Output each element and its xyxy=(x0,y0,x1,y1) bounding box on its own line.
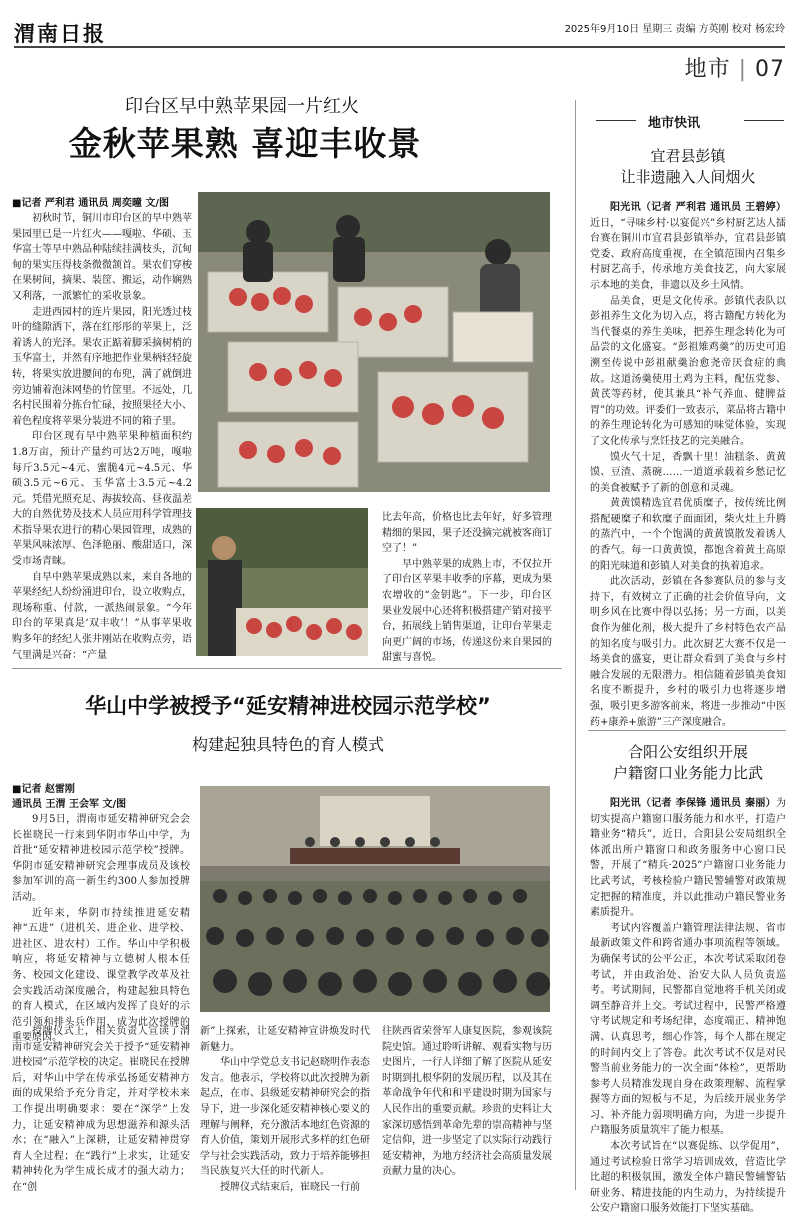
article1-byline: ■记者 严利君 通讯员 周奕曈 文/图 xyxy=(12,198,170,209)
section-name: 地市 xyxy=(684,57,731,82)
sidebar-divider xyxy=(588,730,786,731)
farmer-photo xyxy=(196,508,368,656)
paragraph: 馍火气十足，香飘十里！油糕条、黄黄馍、豆渣、蒸碗……一道道承载着乡愁记忆的美食被赋予了新的创意和灵魂。 xyxy=(590,451,786,494)
quick-news-label: 地市快讯 xyxy=(648,116,701,131)
masthead xyxy=(14,18,785,82)
page-label: 地市 | 07 xyxy=(684,57,785,82)
paragraph-text: 近日，“寻味乡村·以宴促兴”乡村厨艺达人擂台赛在铜川市宜君县彭镇举办，宜君县彭镇党委、政府高度重视，在全镇范围内召集乡村厨艺高手，传承地方美食技艺，向大家展示本地的美食，非遗以及乡土风情。 xyxy=(590,217,786,291)
item-byline: 阳光讯（记者 严利君 通讯员 王碧婷） xyxy=(610,202,786,213)
paragraph: 品美食，更是文化传承。彭镇代表队以彭祖养生文化为切入点，将古籍配方转化为当代餐桌的养生美味，把养生理念转化为可品尝的文化盛宴。“彭祖雉鸡羹”的历史可追溯至传说中彭祖献羹治愈尧帝厌食症的典故。这道汤羹使用土鸡为主料，配伍党参、黄芪等药材，使其兼具“补气养血、健脾益胃”的功效。评委们一致表示，菜品将古籍中的养生理论转化为可感知的味觉体验，实现了文化传承与烹饪技艺的完美融合。 xyxy=(590,295,786,447)
article2-col2 xyxy=(200,1024,370,1196)
article1-left-body xyxy=(12,211,192,663)
apple-sorting-image xyxy=(198,192,550,492)
paragraph: 比去年高，价格也比去年好，好多管理精细的果园，果子还没摘完就被客商订空了！” xyxy=(382,512,552,555)
issue-meta: 2025年9月10日 星期三 责编 方英刚 校对 杨宏玲 xyxy=(564,24,785,35)
quick-item1-title xyxy=(590,146,786,188)
quick-news-header xyxy=(596,108,784,134)
header-line-left xyxy=(596,120,636,121)
farmer-image xyxy=(196,508,368,656)
paragraph: 华山中学党总支书记赵晓明作表态发言。他表示，学校将以此次授牌为新起点，在市、县级延安精神研究会的指导下，进一步深化延安精神核心要义的理解与阐释，充分激活本地红色资源的育人价值，策划开展形式多样的红色研学与社会实践活动，致力于培养能够担当民族复兴大任的时代新人。 xyxy=(200,1057,370,1178)
apple-sorting-photo xyxy=(198,192,550,492)
column-divider xyxy=(575,100,576,1190)
title-line: 宜君县彭镇 xyxy=(650,147,726,165)
article2-headline: 华山中学被授予“延安精神进校园示范学校” xyxy=(85,694,491,718)
ceremony-photo xyxy=(200,786,550,1012)
article2-col3 xyxy=(382,1024,552,1180)
article1-kicker: 印台区早中熟苹果园一片红火 xyxy=(125,96,359,117)
article2-col1-bottom xyxy=(12,1024,190,1196)
masthead-rule xyxy=(14,46,785,48)
quick-item2-body xyxy=(590,796,786,1217)
quick-item1-body xyxy=(590,200,786,730)
paragraph: 初秋时节，铜川市印台区的早中熟苹果园里已是一片红火——嘎啦、华硕、玉华富士等早中熟品种陆续挂满枝头，沉甸甸的果实压得枝条微微颔首。果农们穿梭在果树间，摘果、装筐、搬运，动作娴熟又利落，一派繁忙的采收景象。 xyxy=(12,213,192,302)
paragraph: 考试内容覆盖户籍管理法律法规、省市最新政策文件和跨省通办事项流程等领域。为确保考试的公平公正，本次考试采取闭卷考试，并由政治处、治安大队人员负责巡考。考试期间，民警都自觉地将手机关闭或调至静音并上交。考试过程中，民警严格遵守考试规定和考场纪律，态度端正、精神饱满、认真思考，细心作答，每个人都在规定的时间内交上了答卷。此次考试不仅是对民警当前业务能力的一次全面“体检”，更帮助参考人员精准发现自身在政策理解、流程掌握等方面的短板与不足，为后续开展业务学习、补齐能力弱项明确方向，为进一步提升户籍服务质量筑牢了能力根基。 xyxy=(590,922,786,1137)
header-line-right xyxy=(744,120,784,121)
paragraph: 授牌仪式结束后，崔晓民一行前 xyxy=(220,1181,360,1193)
quick-item2-title xyxy=(590,742,786,784)
paragraph: 近年来，华阴市持续推进延安精神“五进”（进机关、进企业、进学校、进社区、进农村）工作。华山中学积极响应，将延安精神与立德树人根本任务、校园文化建设、课堂教学改革及社会实践活动深度融合，构建起独具特色的育人模式，在区域内发挥了良好的示范引领和排头兵作用，成为此次授牌的重要原因。 xyxy=(12,907,190,1044)
paragraph: 自早中熟苹果成熟以来，来自各地的苹果经纪人纷纷涌进印台，设立收购点，现场称重、付款，一派热闹景象。“今年印台的苹果真是‘双丰收’！”从事苹果收购多年的经纪人张井刚站在收购点旁，语气里满是兴奋：“产量 xyxy=(12,571,192,661)
paragraph xyxy=(590,200,786,294)
paragraph xyxy=(590,796,786,921)
page-number: 07 xyxy=(755,57,785,82)
paragraph: 9月5日，渭南市延安精神研究会会长崔晓民一行来到华阴市华山中学，为首批“延安精神进校园示范学校”授牌。华阴市延安精神研究会理事成员及该校参加军训的高一新生约300人参加授牌活动。 xyxy=(12,814,190,903)
paragraph: 新”上探索，让延安精神宣讲焕发时代新魅力。 xyxy=(200,1026,370,1053)
title-line: 让非遗融入人间烟火 xyxy=(620,168,756,186)
paragraph: 本次考试旨在“以赛促练、以学促用”，通过考试检验日常学习培训成效，营造比学比超的积极氛围，激发全体户籍民警辅警钻研业务、精进技能的内生动力，为持续提升公安户籍窗口服务效能打下坚实基础。 xyxy=(590,1141,786,1215)
article1-left-column xyxy=(12,196,192,663)
article2-col1-top xyxy=(12,782,190,1046)
article2-byline-correspondents: 通讯员 王渭 王会军 文/图 xyxy=(12,799,127,810)
newspaper-logo: 渭南日报 xyxy=(14,21,106,46)
paragraph: 授牌仪式上，相关负责人宣读了渭南市延安精神研究会关于授予“延安精神进校园”示范学校的决定。崔晓民在授牌后，对华山中学在传承弘扬延安精神方面的成果给予充分肯定，并对学校未来工作提出明确要求：要在“深学”上发力，让延安精神成为思想滋养和源头活水；在“融入”上深耕，让延安精神贯穿育人全过程；在“践行”上求实，让延安精神转化为学生成长成才的强大动力；在“创 xyxy=(12,1026,190,1193)
title-line: 合阳公安组织开展 xyxy=(627,743,748,761)
item-byline: 阳光讯（记者 李保锋 通讯员 秦丽） xyxy=(610,798,776,809)
paragraph: 早中熟苹果的成熟上市，不仅拉开了印台区苹果丰收季的序幕，更成为果农增收的“金钥匙”。下一步，印台区果业发展中心还将积极搭建产销对接平台，拓展线上销售渠道，让印台苹果走向更广阔的市场，传递这份来自果园的甜蜜与喜悦。 xyxy=(382,558,552,664)
section-divider xyxy=(12,668,562,669)
article2-byline-reporter: ■记者 赵雷刚 xyxy=(12,784,75,795)
article1-headline: 金秋苹果熟 喜迎丰收景 xyxy=(68,124,422,163)
paragraph: 黄黄馍精选宜君优质糜子，按传统比例搭配硬糜子和软糜子面面团，柴火灶上升腾的蒸汽中，一个个饱满的黄黄馍散发着诱人的香气。每一口黄黄馍，都饱含着黄土高原的阳光味道和彭镇人对美食的执着追求。 xyxy=(590,498,786,572)
paragraph: 走进西园村的连片果园，阳光透过枝叶的缝隙洒下，落在红彤彤的苹果上，泛着诱人的光泽。果农正踮着脚采摘树梢的玉华富士，并然有序地把作业果柄轻轻旋转，将果实放进腰间的布兜，满了就倒进旁边铺着泡沫网垫的竹筐里。不远处，几名村民围着分拣台忙碌，按照果径大小、着色程度将苹果分装进不同的箱子里。 xyxy=(12,306,192,427)
article1-right-body xyxy=(382,510,552,666)
paragraph: 印台区现有早中熟苹果种植面积约1.8万亩，预计产量约可达2万吨，嘎啦每斤3.5元~4元、蜜脆4元~4.5元、华硕3.5元~6元、玉华富士3.5元~4.2元。凭借光照充足、海拔较高、昼夜温差大的自然优势及技术人员应用科学管理技术指导果农进行的精心果园管理，成熟的苹果风味浓厚、色泽艳丽、酸甜适口，深受市场青睐。 xyxy=(12,431,192,568)
article2-col1-body xyxy=(12,812,190,1046)
paragraph: 此次活动，彭镇在各参赛队员的参与支持下，有效树立了正确的社会价值导向，文明乡风在比赛中得以弘扬；另一方面，以美食作为催化剂，极大提升了乡村特色农产品的知名度与吸引力。此次厨艺大赛不仅是一场美食的盛宴，更让群众看到了美食与乡村融合发展的无限潜力。相信随着彭镇美食知名度不断提升，乡村的吸引力也将逐步增强，吸引更多游客前来，将进一步推动“中医药+康养+旅游”三产深度融合。 xyxy=(590,576,786,728)
article2-subhead: 构建起独具特色的育人模式 xyxy=(191,735,384,754)
title-line: 户籍窗口业务能力比武 xyxy=(612,764,763,782)
paragraph: 往陕西省荣誉军人康复医院，参观该院院史馆。通过聆听讲解、观看实物与历史图片，一行人详细了解了医院从延安时期到扎根华阴的发展历程，以及其在革命战争年代和和平建设时期为国家与人民作出的重要贡献。珍贵的史料让大家深切感悟到革命先辈的崇高精神与坚定信仰，进一步坚定了以实际行动践行延安精神，为地方经济社会高质量发展贡献力量的决心。 xyxy=(382,1026,552,1178)
paragraph-text: 为切实提高户籍窗口服务能力和水平，打造户籍业务“精兵”，近日，合阳县公安局组织全体派出所户籍窗口和政务服务中心窗口民警，开展了“精兵·2025”户籍窗口业务能力比武考试，考核检验户籍民警辅警对政策规定把握的精准度，并以此推动户籍民警业务素质提升。 xyxy=(590,798,786,919)
ceremony-image xyxy=(200,786,550,1012)
